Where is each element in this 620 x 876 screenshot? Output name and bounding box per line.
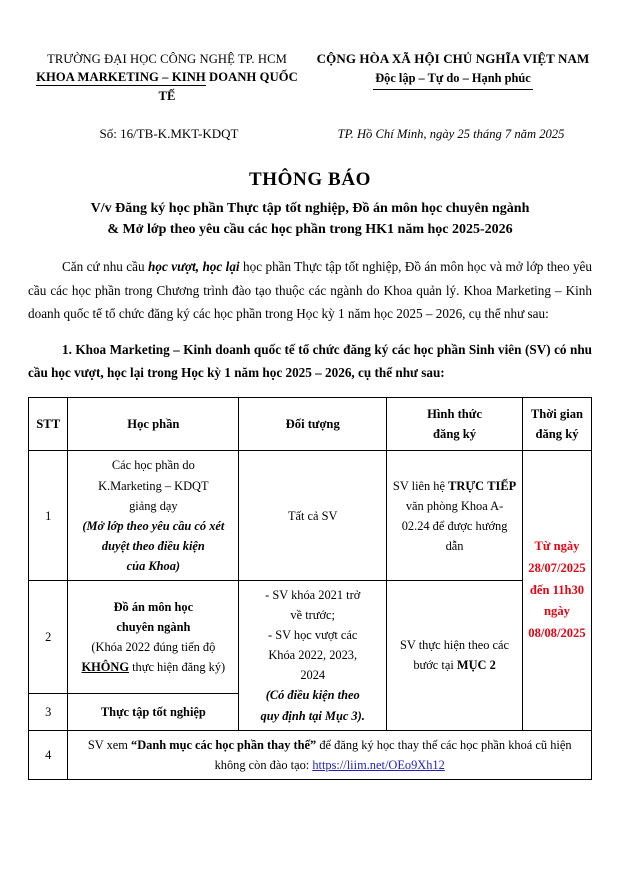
row2-hp-line-1: Đồ án môn học [113,599,194,614]
merged-ht-pre: SV thực hiện theo các bước tại [400,638,510,673]
faculty-name-rest: DOANH QUỐC TẾ [158,70,298,103]
merged-thoi-gian [522,451,591,730]
row1-hp-note-line-2: duyệt theo điều kiện [101,538,205,553]
obj-note-line-2: quy định tại Mục 3). [260,708,365,723]
row2-stt: 2 [29,580,68,693]
intro-emphasis: học vượt, học lại [148,259,240,275]
period-line-3: đến 11h30 [529,582,585,597]
row2-note-strong: KHÔNG [81,660,129,674]
row1-ht-part-1: SV liên hệ [392,478,449,493]
table-row [29,580,592,693]
obj-line-5: 2024 [300,668,326,683]
university-name: TRƯỜNG ĐẠI HỌC CÔNG NGHỆ TP. HCM [47,52,287,66]
page-subtitle [28,198,592,241]
table-body [29,451,592,779]
header-thoi-gian-line-2: đăng ký [535,427,579,442]
page-subtitle-line-1: V/v Đăng ký học phần Thực tập tốt nghiệp, Đồ án môn học chuyên ngành [90,200,530,216]
row1-hinh-thuc [387,451,523,581]
national-title: CỘNG HÒA XÃ HỘI CHỦ NGHĨA VIỆT NAM [316,51,590,66]
header-hoc-phan: Học phần [68,397,239,451]
header-thoi-gian [522,397,591,451]
row2-hoc-phan [68,580,239,693]
row1-hoc-phan [68,451,239,581]
row1-hp-line-3: giảng dạy [129,498,178,513]
doc-number-wrap [28,125,310,143]
obj-line-3: - SV học vượt các [267,628,358,643]
table-header-row [29,397,592,451]
period-line-2: 28/07/2025 [528,561,586,576]
row4-content [68,730,592,779]
place-date-wrap [310,125,592,143]
row1-hp-note-line-1: (Mở lớp theo yêu cầu có xét [82,518,225,533]
table-head [29,397,592,451]
row1-ht-bold-2: TIẾP [487,478,517,493]
registration-table [28,397,592,780]
place-and-date: TP. Hồ Chí Minh, ngày 25 tháng 7 năm 2025 [337,126,565,141]
row4-text-bold: “Danh mục các học phần thay thế” [131,737,317,752]
intro-paragraph [28,255,592,326]
row1-hp-line-2: K.Marketing – KDQT [98,478,209,493]
row4-text-pre: SV xem [87,737,132,752]
page-subtitle-line-2: & Mở lớp theo yêu cầu các học phần trong HK1 năm học 2025-2026 [107,222,513,238]
header-doi-tuong: Đối tượng [239,397,387,451]
header-hinh-thuc-line-1: Hình thức [427,406,482,421]
subheader [28,125,592,143]
row1-stt: 1 [29,451,68,581]
header-hinh-thuc-line-2: đăng ký [433,427,477,442]
header-hinh-thuc [387,397,523,451]
letterhead-right [310,50,592,90]
period-line-5: 08/08/2025 [528,626,586,640]
row1-doi-tuong: Tất cả SV [239,451,387,581]
row1-hp-note-line-3: của Khoa) [126,558,181,573]
obj-line-2: về trước; [290,608,335,623]
intro-part-1: Căn cứ nhu cầu [62,259,149,275]
row3-hoc-phan: Thực tập tốt nghiệp [68,693,239,730]
obj-line-1: - SV khóa 2021 trở [265,587,361,602]
row2-hp-line-2: chuyên ngành [116,619,191,634]
merged-doi-tuong [239,580,387,730]
period-line-1: Từ ngày [534,539,580,554]
table-row [29,451,592,581]
national-motto-wrap [314,69,592,90]
obj-line-4: Khóa 2022, 2023, [268,648,358,663]
national-motto: Độc lập – Tự do – Hạnh phúc [373,69,533,90]
row2-note-post: thực hiện đăng ký) [129,660,226,674]
row2-note-pre: (Khóa 2022 đúng tiến độ [91,639,216,654]
obj-note-line-1: (Có điều kiện theo [265,688,360,703]
document-number: Số: 16/TB-K.MKT-KDQT [99,125,239,141]
row1-ht-part-2: văn phòng Khoa A-02.24 để được hướng dẫn [401,498,508,553]
table-row [29,730,592,779]
row4-text-mid: để đăng ký học thay thế các học phần khoá cũ hiện không còn đào tạo: [214,737,572,772]
faculty-name-underlined: KHOA MARKETING – KINH [36,70,206,85]
letterhead-left [28,50,310,105]
merged-hinh-thuc [387,580,523,730]
page-title: THÔNG BÁO [248,168,372,190]
faculty-name [28,68,306,105]
row1-hp-line-1: Các học phần do [111,458,195,473]
merged-ht-bold: MỤC 2 [456,658,496,673]
letterhead [28,50,592,105]
row3-stt: 3 [29,693,68,730]
period-line-4: ngày [544,604,570,619]
registration-period [528,536,586,644]
replacement-course-list-link[interactable]: https://liim.net/OEo9Xh12 [312,757,445,772]
section-1-heading: 1. Khoa Marketing – Kinh doanh quốc tế tổ chức đăng ký các học phần Sinh viên (SV) có nhu cầu học vượt, học lại trong Học kỳ 1 năm học 2025 – 2026, cụ thể như sau: [28,341,592,381]
row4-stt: 4 [29,730,68,779]
row1-ht-bold-1: TRỰC [448,478,485,493]
row2-hp-note [82,640,226,674]
intro-part-2: học phần Thực tập tốt nghiệp, Đồ án môn học và mở lớp theo yêu cầu các học phần trong Chương trình đào tạo thuộc các ngành do Khoa quản lý. Khoa Marketing – Kinh doanh quốc tế tổ chức đăng ký các học phần trong Học kỳ 1 năm học 2025 – 2026, cụ thể như sau: [28,259,592,322]
header-stt: STT [29,397,68,451]
header-thoi-gian-line-1: Thời gian [530,406,584,421]
